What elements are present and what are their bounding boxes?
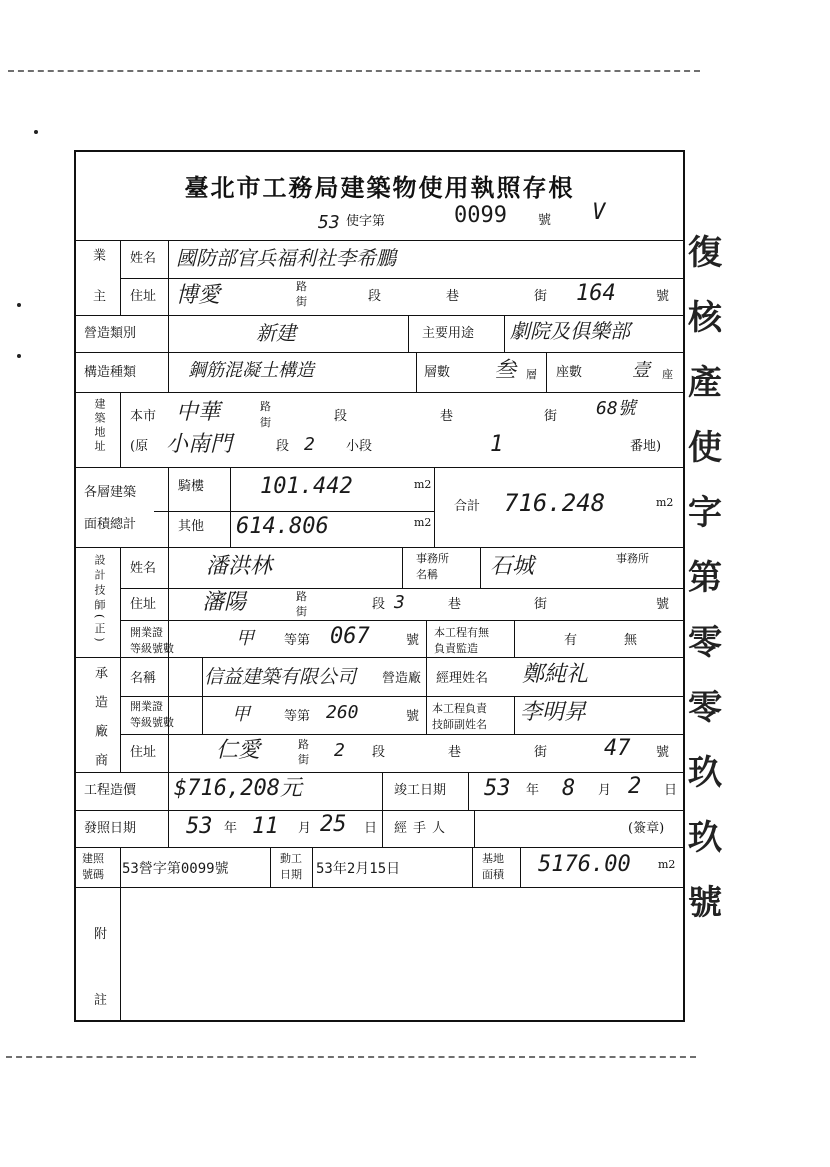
owner-addr-road: 博愛 xyxy=(176,283,221,308)
contractor-duan-no: 2 xyxy=(334,740,345,761)
total-label: 合計 xyxy=(454,499,481,514)
main-use-value: 劇院及俱樂部 xyxy=(510,319,630,343)
other-area: 614.806 xyxy=(236,514,329,539)
owner-name-label: 姓名 xyxy=(130,251,157,266)
designer-office: 石城 xyxy=(490,554,535,579)
buildings-value: 壹 xyxy=(632,360,650,381)
permit-mark: V xyxy=(592,200,606,225)
structure-value: 鋼筋混凝土構造 xyxy=(188,360,314,381)
contractor-duan-label: 段 xyxy=(372,745,386,760)
building-permit-label-2: 號碼 xyxy=(82,868,104,881)
issue-month-unit: 月 xyxy=(298,821,312,836)
permit-word: 使字第 xyxy=(346,214,386,229)
site-orig-open: (原 xyxy=(130,439,149,454)
contractor-license-label-1: 開業證 xyxy=(130,700,163,713)
contractor-name: 信益建築有限公司 xyxy=(204,666,357,688)
issue-day: 25 xyxy=(320,812,347,837)
owner-street-small-label: 街 xyxy=(296,295,307,308)
owner-road-label: 路 xyxy=(296,280,307,293)
owner-section-label: 業主 xyxy=(90,248,105,330)
site-duan2-label: 段 xyxy=(276,439,290,454)
contractor-section-label: 承造廠商 xyxy=(92,666,107,782)
site-xiang-label: 巷 xyxy=(440,409,454,424)
remarks-label-1: 附 xyxy=(94,927,108,942)
arcade-label: 騎樓 xyxy=(178,479,205,494)
land-area-label-2: 面積 xyxy=(482,868,504,881)
contractor-name-suffix: 營造廠 xyxy=(382,671,422,686)
designer-name: 潘洪林 xyxy=(206,554,273,579)
site-jie-label: 街 xyxy=(544,409,558,424)
designer-addr-label: 住址 xyxy=(130,597,157,612)
scan-artifact-bottom xyxy=(6,1056,696,1058)
designer-road-label: 路 xyxy=(296,590,307,603)
completion-month-unit: 月 xyxy=(598,783,612,798)
designer-grade: 甲 xyxy=(236,628,254,649)
designer-resp-no: 無 xyxy=(624,633,638,648)
arcade-unit: m2 xyxy=(414,478,432,491)
site-duan-label: 段 xyxy=(334,409,348,424)
contractor-license-mid: 等第 xyxy=(284,709,311,724)
designer-name-label: 姓名 xyxy=(130,561,157,576)
side-annotation-char: 第 xyxy=(688,558,722,598)
side-annotation-char: 使 xyxy=(688,428,722,468)
owner-name: 國防部官兵福利社李希鵬 xyxy=(176,246,396,270)
designer-jie-label: 街 xyxy=(534,597,548,612)
side-annotation-char: 玖 xyxy=(688,818,722,858)
designer-xiang-label: 巷 xyxy=(448,597,462,612)
site-road-label: 路 xyxy=(260,400,271,413)
designer-resp-label-2: 負責監造 xyxy=(434,642,478,655)
side-annotation-char: 號 xyxy=(688,883,722,923)
completion-day: 2 xyxy=(628,774,642,799)
start-date: 53年2月15日 xyxy=(316,861,401,877)
construct-type-label: 營造類別 xyxy=(84,326,137,341)
designer-stamp-text: 事務所 xyxy=(616,552,649,565)
designer-resp-label-1: 本工程有無 xyxy=(434,626,489,639)
owner-addr-label: 住址 xyxy=(130,289,157,304)
issue-year: 53 xyxy=(186,814,213,839)
designer-license-label-1: 開業證 xyxy=(130,626,163,639)
building-permit-label-1: 建照 xyxy=(82,852,104,865)
completion-day-unit: 日 xyxy=(664,783,678,798)
designer-street-small-label: 街 xyxy=(296,605,307,618)
form-title: 臺北市工務局建築物使用執照存根 xyxy=(184,173,575,202)
permit-form xyxy=(74,150,685,1022)
contractor-license-hao: 號 xyxy=(406,709,420,724)
construct-type-value: 新建 xyxy=(256,321,296,345)
side-annotation-char: 產 xyxy=(688,363,722,403)
buildings-unit: 座 xyxy=(662,368,673,381)
permit-suffix: 號 xyxy=(538,213,552,228)
issue-year-unit: 年 xyxy=(224,821,238,836)
completion-year-unit: 年 xyxy=(526,783,540,798)
site-no: 68號 xyxy=(596,398,636,419)
completion-year: 53 xyxy=(484,776,511,801)
structure-label: 構造種類 xyxy=(84,365,137,380)
area-section-label-2: 面積總計 xyxy=(84,517,137,532)
main-use-label: 主要用途 xyxy=(422,326,475,341)
site-orig-area: 小南門 xyxy=(166,432,233,457)
designer-license-no: 067 xyxy=(330,624,370,649)
contractor-eng-label-1: 本工程負責 xyxy=(432,702,487,715)
side-annotation-char: 零 xyxy=(688,623,722,663)
designer-office-label-2: 名稱 xyxy=(416,568,438,581)
site-section-label: 建築地址 xyxy=(93,398,106,454)
contractor-license-label-2: 等級號數 xyxy=(130,716,174,729)
contractor-addr-road: 仁愛 xyxy=(216,738,261,763)
contractor-engineer: 李明昇 xyxy=(520,700,587,725)
arcade-area: 101.442 xyxy=(260,474,353,499)
permit-number: 0099 xyxy=(454,203,507,228)
other-unit: m2 xyxy=(414,516,432,529)
issue-month: 11 xyxy=(252,814,279,839)
cost-label: 工程造價 xyxy=(84,783,137,798)
designer-license-hao: 號 xyxy=(406,633,420,648)
designer-addr-road: 瀋陽 xyxy=(202,590,247,615)
site-street-small-label: 街 xyxy=(260,416,271,429)
building-permit-number: 53營字第0099號 xyxy=(122,861,229,877)
designer-hao-label: 號 xyxy=(656,597,670,612)
side-annotation-char: 字 xyxy=(688,493,722,533)
contractor-road-label: 路 xyxy=(298,738,309,751)
contractor-license-no: 260 xyxy=(326,702,359,723)
contractor-jie-label: 街 xyxy=(534,745,548,760)
speck xyxy=(34,130,38,134)
handler-label: 經手人 xyxy=(394,821,452,836)
completion-date-label: 竣工日期 xyxy=(394,783,447,798)
floors-unit: 層 xyxy=(526,368,537,381)
site-road-name: 中華 xyxy=(176,400,221,425)
owner-duan-label: 段 xyxy=(368,289,382,304)
contractor-street-small-label: 街 xyxy=(298,753,309,766)
contractor-name-label: 名稱 xyxy=(130,671,157,686)
site-lot: 1 xyxy=(490,432,504,457)
side-annotation-char: 復 xyxy=(688,233,722,273)
contractor-manager-label: 經理姓名 xyxy=(436,671,489,686)
designer-license-mid: 等第 xyxy=(284,633,311,648)
owner-xiang-label: 巷 xyxy=(446,289,460,304)
contractor-grade: 甲 xyxy=(232,704,250,725)
designer-duan-no: 3 xyxy=(394,592,405,613)
designer-license-label-2: 等級號數 xyxy=(130,642,174,655)
owner-hao-label: 號 xyxy=(656,289,670,304)
designer-resp-yes: 有 xyxy=(564,633,578,648)
site-subsection-label: 小段 xyxy=(346,439,373,454)
buildings-label: 座數 xyxy=(556,365,583,380)
speck xyxy=(17,303,21,307)
contractor-eng-label-2: 技師副姓名 xyxy=(432,718,487,731)
contractor-hao-label: 號 xyxy=(656,745,670,760)
land-area-label-1: 基地 xyxy=(482,852,504,865)
completion-month: 8 xyxy=(562,776,576,801)
contractor-manager: 鄭純礼 xyxy=(522,662,589,687)
signature-label: (簽章) xyxy=(628,821,665,836)
total-area: 716.248 xyxy=(504,489,606,517)
contractor-addr-no: 47 xyxy=(604,736,631,761)
land-area-unit: m2 xyxy=(658,858,676,871)
other-label: 其他 xyxy=(178,519,205,534)
side-annotation-char: 玖 xyxy=(688,753,722,793)
floors-value: 叁 xyxy=(494,358,517,383)
designer-duan-label: 段 xyxy=(372,597,386,612)
start-date-label-2: 日期 xyxy=(280,868,302,881)
site-city: 本市 xyxy=(130,409,157,424)
site-section-no: 2 xyxy=(304,434,315,455)
issue-day-unit: 日 xyxy=(364,821,378,836)
contractor-addr-label: 住址 xyxy=(130,745,157,760)
start-date-label-1: 動工 xyxy=(280,852,302,865)
remarks-label-2: 註 xyxy=(94,993,108,1008)
land-area: 5176.00 xyxy=(538,852,631,877)
scan-artifact-top xyxy=(8,70,700,72)
speck xyxy=(17,354,21,358)
area-section-label-1: 各層建築 xyxy=(84,485,137,500)
owner-addr-no: 164 xyxy=(576,281,616,306)
designer-section-label: 設計技師(正) xyxy=(93,554,106,646)
owner-jie-label: 街 xyxy=(534,289,548,304)
side-annotation-char: 核 xyxy=(688,298,722,338)
cost-value: $716,208元 xyxy=(174,776,302,801)
side-annotation-char: 零 xyxy=(688,688,722,728)
contractor-xiang-label: 巷 xyxy=(448,745,462,760)
floors-label: 層數 xyxy=(424,365,451,380)
issue-date-label: 發照日期 xyxy=(84,821,137,836)
total-unit: m2 xyxy=(656,496,674,509)
site-lot-label: 番地) xyxy=(630,439,662,454)
designer-office-label-1: 事務所 xyxy=(416,552,449,565)
permit-prefix: 53 xyxy=(318,212,340,233)
